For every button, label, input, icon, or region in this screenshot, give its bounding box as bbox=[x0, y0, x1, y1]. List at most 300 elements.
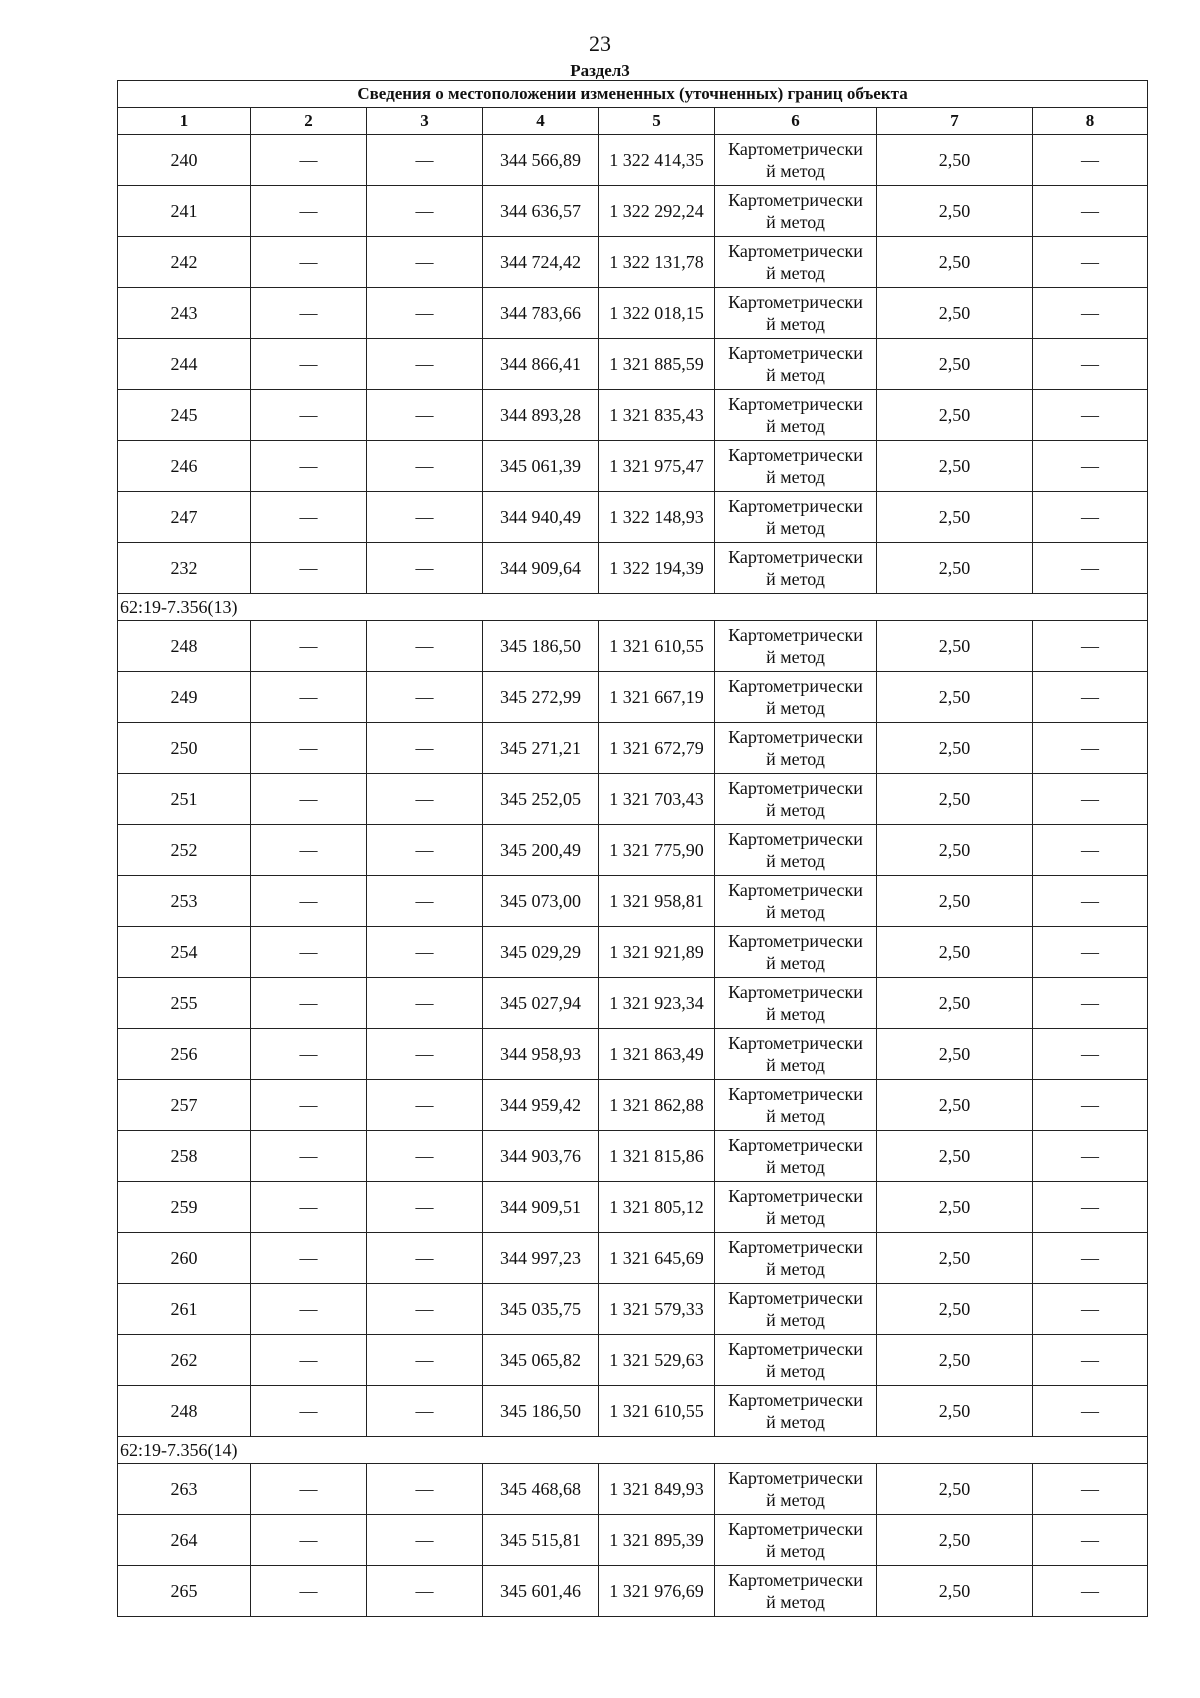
method-line-1: Картометрически bbox=[728, 445, 863, 465]
parcel-group-row bbox=[118, 1437, 1148, 1464]
parcel-group-label: 62:19-7.356(13) bbox=[118, 594, 1148, 621]
method-line-2: й метод bbox=[766, 416, 825, 436]
column-8-cell: — bbox=[1033, 1233, 1148, 1284]
y-coordinate-cell: 1 321 958,81 bbox=[599, 876, 715, 927]
method-line-1: Картометрически bbox=[728, 1519, 863, 1539]
method-cell bbox=[715, 621, 877, 672]
x-coordinate-cell: 345 200,49 bbox=[483, 825, 599, 876]
column-3-cell: — bbox=[367, 390, 483, 441]
method-line-2: й метод bbox=[766, 212, 825, 232]
method-line-1: Картометрически bbox=[728, 1468, 863, 1488]
accuracy-cell: 2,50 bbox=[877, 1284, 1033, 1335]
method-line-2: й метод bbox=[766, 1361, 825, 1381]
method-cell bbox=[715, 672, 877, 723]
point-number-cell: 248 bbox=[118, 1386, 251, 1437]
x-coordinate-cell: 345 029,29 bbox=[483, 927, 599, 978]
table-row bbox=[118, 1080, 1148, 1131]
column-8-cell: — bbox=[1033, 1284, 1148, 1335]
column-8-cell: — bbox=[1033, 543, 1148, 594]
column-3-cell: — bbox=[367, 876, 483, 927]
column-3-cell: — bbox=[367, 492, 483, 543]
point-number-cell: 252 bbox=[118, 825, 251, 876]
method-line-1: Картометрически bbox=[728, 829, 863, 849]
method-line-2: й метод bbox=[766, 1541, 825, 1561]
method-cell bbox=[715, 237, 877, 288]
column-2-cell: — bbox=[251, 135, 367, 186]
column-2-cell: — bbox=[251, 1233, 367, 1284]
y-coordinate-cell: 1 321 835,43 bbox=[599, 390, 715, 441]
accuracy-cell: 2,50 bbox=[877, 186, 1033, 237]
method-cell bbox=[715, 1182, 877, 1233]
accuracy-cell: 2,50 bbox=[877, 1029, 1033, 1080]
column-3-cell: — bbox=[367, 441, 483, 492]
method-line-1: Картометрически bbox=[728, 1237, 863, 1257]
x-coordinate-cell: 345 468,68 bbox=[483, 1464, 599, 1515]
column-8-cell: — bbox=[1033, 1080, 1148, 1131]
column-3-cell: — bbox=[367, 621, 483, 672]
point-number-cell: 243 bbox=[118, 288, 251, 339]
column-number: 6 bbox=[715, 108, 877, 135]
accuracy-cell: 2,50 bbox=[877, 1233, 1033, 1284]
method-line-1: Картометрически bbox=[728, 676, 863, 696]
method-line-1: Картометрически bbox=[728, 1339, 863, 1359]
accuracy-cell: 2,50 bbox=[877, 441, 1033, 492]
column-8-cell: — bbox=[1033, 876, 1148, 927]
x-coordinate-cell: 345 065,82 bbox=[483, 1335, 599, 1386]
method-line-1: Картометрически bbox=[728, 241, 863, 261]
column-8-cell: — bbox=[1033, 492, 1148, 543]
column-3-cell: — bbox=[367, 1029, 483, 1080]
column-2-cell: — bbox=[251, 672, 367, 723]
x-coordinate-cell: 344 724,42 bbox=[483, 237, 599, 288]
method-line-1: Картометрически bbox=[728, 1084, 863, 1104]
method-line-2: й метод bbox=[766, 851, 825, 871]
point-number-cell: 247 bbox=[118, 492, 251, 543]
table-row bbox=[118, 1233, 1148, 1284]
table-row bbox=[118, 288, 1148, 339]
point-number-cell: 256 bbox=[118, 1029, 251, 1080]
x-coordinate-cell: 345 186,50 bbox=[483, 621, 599, 672]
column-number: 7 bbox=[877, 108, 1033, 135]
column-2-cell: — bbox=[251, 723, 367, 774]
y-coordinate-cell: 1 321 921,89 bbox=[599, 927, 715, 978]
x-coordinate-cell: 344 783,66 bbox=[483, 288, 599, 339]
table-row bbox=[118, 774, 1148, 825]
table-row bbox=[118, 135, 1148, 186]
method-line-2: й метод bbox=[766, 161, 825, 181]
method-line-2: й метод bbox=[766, 518, 825, 538]
point-number-cell: 258 bbox=[118, 1131, 251, 1182]
method-line-2: й метод bbox=[766, 800, 825, 820]
y-coordinate-cell: 1 321 895,39 bbox=[599, 1515, 715, 1566]
column-number-row bbox=[118, 108, 1148, 135]
method-line-1: Картометрически bbox=[728, 778, 863, 798]
method-cell bbox=[715, 339, 877, 390]
table-row bbox=[118, 390, 1148, 441]
point-number-cell: 254 bbox=[118, 927, 251, 978]
table-row bbox=[118, 441, 1148, 492]
column-2-cell: — bbox=[251, 1131, 367, 1182]
table-row bbox=[118, 237, 1148, 288]
column-3-cell: — bbox=[367, 1284, 483, 1335]
column-2-cell: — bbox=[251, 441, 367, 492]
x-coordinate-cell: 345 186,50 bbox=[483, 1386, 599, 1437]
column-number: 8 bbox=[1033, 108, 1148, 135]
accuracy-cell: 2,50 bbox=[877, 543, 1033, 594]
column-number: 1 bbox=[118, 108, 251, 135]
table-row bbox=[118, 339, 1148, 390]
column-2-cell: — bbox=[251, 237, 367, 288]
column-3-cell: — bbox=[367, 543, 483, 594]
column-3-cell: — bbox=[367, 288, 483, 339]
y-coordinate-cell: 1 322 292,24 bbox=[599, 186, 715, 237]
method-cell bbox=[715, 1080, 877, 1131]
accuracy-cell: 2,50 bbox=[877, 1566, 1033, 1617]
x-coordinate-cell: 345 252,05 bbox=[483, 774, 599, 825]
method-line-1: Картометрически bbox=[728, 139, 863, 159]
method-line-2: й метод bbox=[766, 647, 825, 667]
point-number-cell: 263 bbox=[118, 1464, 251, 1515]
method-cell bbox=[715, 1386, 877, 1437]
method-cell bbox=[715, 1131, 877, 1182]
column-8-cell: — bbox=[1033, 1335, 1148, 1386]
column-8-cell: — bbox=[1033, 1131, 1148, 1182]
column-3-cell: — bbox=[367, 1566, 483, 1617]
accuracy-cell: 2,50 bbox=[877, 1515, 1033, 1566]
method-cell bbox=[715, 492, 877, 543]
column-2-cell: — bbox=[251, 1335, 367, 1386]
method-line-1: Картометрически bbox=[728, 1033, 863, 1053]
column-8-cell: — bbox=[1033, 1029, 1148, 1080]
column-8-cell: — bbox=[1033, 135, 1148, 186]
column-8-cell: — bbox=[1033, 237, 1148, 288]
column-8-cell: — bbox=[1033, 1182, 1148, 1233]
method-line-2: й метод bbox=[766, 569, 825, 589]
method-line-1: Картометрически bbox=[728, 931, 863, 951]
column-number: 5 bbox=[599, 108, 715, 135]
method-line-1: Картометрически bbox=[728, 190, 863, 210]
y-coordinate-cell: 1 322 131,78 bbox=[599, 237, 715, 288]
table-row bbox=[118, 492, 1148, 543]
accuracy-cell: 2,50 bbox=[877, 621, 1033, 672]
column-2-cell: — bbox=[251, 927, 367, 978]
table-row bbox=[118, 621, 1148, 672]
point-number-cell: 250 bbox=[118, 723, 251, 774]
y-coordinate-cell: 1 321 703,43 bbox=[599, 774, 715, 825]
point-number-cell: 241 bbox=[118, 186, 251, 237]
point-number-cell: 240 bbox=[118, 135, 251, 186]
accuracy-cell: 2,50 bbox=[877, 1182, 1033, 1233]
y-coordinate-cell: 1 321 885,59 bbox=[599, 339, 715, 390]
table-row bbox=[118, 1131, 1148, 1182]
table-row bbox=[118, 186, 1148, 237]
method-line-1: Картометрически bbox=[728, 394, 863, 414]
method-line-1: Картометрически bbox=[728, 292, 863, 312]
method-line-2: й метод bbox=[766, 314, 825, 334]
table-row bbox=[118, 723, 1148, 774]
column-8-cell: — bbox=[1033, 1464, 1148, 1515]
method-line-1: Картометрически bbox=[728, 1570, 863, 1590]
column-3-cell: — bbox=[367, 1464, 483, 1515]
method-cell bbox=[715, 1464, 877, 1515]
column-8-cell: — bbox=[1033, 774, 1148, 825]
y-coordinate-cell: 1 322 148,93 bbox=[599, 492, 715, 543]
y-coordinate-cell: 1 321 610,55 bbox=[599, 621, 715, 672]
method-cell bbox=[715, 927, 877, 978]
method-line-2: й метод bbox=[766, 953, 825, 973]
method-cell bbox=[715, 1029, 877, 1080]
table-row bbox=[118, 1182, 1148, 1233]
column-number: 4 bbox=[483, 108, 599, 135]
column-2-cell: — bbox=[251, 1182, 367, 1233]
point-number-cell: 246 bbox=[118, 441, 251, 492]
method-cell bbox=[715, 135, 877, 186]
accuracy-cell: 2,50 bbox=[877, 288, 1033, 339]
column-3-cell: — bbox=[367, 135, 483, 186]
column-3-cell: — bbox=[367, 1515, 483, 1566]
column-8-cell: — bbox=[1033, 390, 1148, 441]
table-row bbox=[118, 1566, 1148, 1617]
accuracy-cell: 2,50 bbox=[877, 339, 1033, 390]
column-2-cell: — bbox=[251, 1284, 367, 1335]
method-cell bbox=[715, 288, 877, 339]
point-number-cell: 232 bbox=[118, 543, 251, 594]
column-8-cell: — bbox=[1033, 441, 1148, 492]
method-line-2: й метод bbox=[766, 1490, 825, 1510]
x-coordinate-cell: 345 515,81 bbox=[483, 1515, 599, 1566]
y-coordinate-cell: 1 321 672,79 bbox=[599, 723, 715, 774]
method-line-1: Картометрически bbox=[728, 880, 863, 900]
x-coordinate-cell: 345 272,99 bbox=[483, 672, 599, 723]
table-row bbox=[118, 1464, 1148, 1515]
x-coordinate-cell: 344 958,93 bbox=[483, 1029, 599, 1080]
column-2-cell: — bbox=[251, 543, 367, 594]
point-number-cell: 264 bbox=[118, 1515, 251, 1566]
column-8-cell: — bbox=[1033, 672, 1148, 723]
x-coordinate-cell: 345 601,46 bbox=[483, 1566, 599, 1617]
column-3-cell: — bbox=[367, 186, 483, 237]
method-line-2: й метод bbox=[766, 902, 825, 922]
method-cell bbox=[715, 1233, 877, 1284]
method-cell bbox=[715, 876, 877, 927]
column-8-cell: — bbox=[1033, 927, 1148, 978]
accuracy-cell: 2,50 bbox=[877, 1080, 1033, 1131]
accuracy-cell: 2,50 bbox=[877, 825, 1033, 876]
table-row bbox=[118, 1335, 1148, 1386]
point-number-cell: 262 bbox=[118, 1335, 251, 1386]
column-2-cell: — bbox=[251, 1464, 367, 1515]
table-row bbox=[118, 825, 1148, 876]
table-title: Сведения о местоположении измененных (уточненных) границ объекта bbox=[118, 81, 1148, 108]
column-2-cell: — bbox=[251, 1080, 367, 1131]
y-coordinate-cell: 1 322 018,15 bbox=[599, 288, 715, 339]
table-row bbox=[118, 876, 1148, 927]
column-3-cell: — bbox=[367, 1080, 483, 1131]
column-8-cell: — bbox=[1033, 186, 1148, 237]
x-coordinate-cell: 344 566,89 bbox=[483, 135, 599, 186]
method-cell bbox=[715, 1566, 877, 1617]
table-row bbox=[118, 927, 1148, 978]
column-2-cell: — bbox=[251, 339, 367, 390]
accuracy-cell: 2,50 bbox=[877, 672, 1033, 723]
point-number-cell: 244 bbox=[118, 339, 251, 390]
accuracy-cell: 2,50 bbox=[877, 1131, 1033, 1182]
method-line-2: й метод bbox=[766, 1004, 825, 1024]
column-8-cell: — bbox=[1033, 825, 1148, 876]
method-line-1: Картометрически bbox=[728, 727, 863, 747]
method-line-2: й метод bbox=[766, 698, 825, 718]
method-line-2: й метод bbox=[766, 1310, 825, 1330]
accuracy-cell: 2,50 bbox=[877, 1335, 1033, 1386]
method-line-1: Картометрически bbox=[728, 496, 863, 516]
column-3-cell: — bbox=[367, 774, 483, 825]
x-coordinate-cell: 344 959,42 bbox=[483, 1080, 599, 1131]
method-line-2: й метод bbox=[766, 365, 825, 385]
parcel-group-row bbox=[118, 594, 1148, 621]
point-number-cell: 261 bbox=[118, 1284, 251, 1335]
table-row bbox=[118, 978, 1148, 1029]
page-number: 23 bbox=[589, 31, 611, 56]
column-2-cell: — bbox=[251, 288, 367, 339]
accuracy-cell: 2,50 bbox=[877, 390, 1033, 441]
column-8-cell: — bbox=[1033, 978, 1148, 1029]
y-coordinate-cell: 1 321 529,63 bbox=[599, 1335, 715, 1386]
method-cell bbox=[715, 723, 877, 774]
point-number-cell: 265 bbox=[118, 1566, 251, 1617]
column-2-cell: — bbox=[251, 1029, 367, 1080]
column-number: 2 bbox=[251, 108, 367, 135]
x-coordinate-cell: 344 909,51 bbox=[483, 1182, 599, 1233]
x-coordinate-cell: 344 909,64 bbox=[483, 543, 599, 594]
accuracy-cell: 2,50 bbox=[877, 1386, 1033, 1437]
method-cell bbox=[715, 543, 877, 594]
accuracy-cell: 2,50 bbox=[877, 978, 1033, 1029]
column-2-cell: — bbox=[251, 492, 367, 543]
y-coordinate-cell: 1 321 863,49 bbox=[599, 1029, 715, 1080]
method-cell bbox=[715, 825, 877, 876]
method-line-2: й метод bbox=[766, 1592, 825, 1612]
y-coordinate-cell: 1 321 610,55 bbox=[599, 1386, 715, 1437]
accuracy-cell: 2,50 bbox=[877, 876, 1033, 927]
method-line-1: Картометрически bbox=[728, 625, 863, 645]
method-cell bbox=[715, 390, 877, 441]
table-row bbox=[118, 1284, 1148, 1335]
column-8-cell: — bbox=[1033, 1566, 1148, 1617]
x-coordinate-cell: 345 073,00 bbox=[483, 876, 599, 927]
column-3-cell: — bbox=[367, 1131, 483, 1182]
y-coordinate-cell: 1 322 414,35 bbox=[599, 135, 715, 186]
method-cell bbox=[715, 1515, 877, 1566]
column-2-cell: — bbox=[251, 390, 367, 441]
column-2-cell: — bbox=[251, 1386, 367, 1437]
column-3-cell: — bbox=[367, 1335, 483, 1386]
column-number: 3 bbox=[367, 108, 483, 135]
method-line-1: Картометрически bbox=[728, 547, 863, 567]
method-line-1: Картометрически bbox=[728, 1288, 863, 1308]
method-line-2: й метод bbox=[766, 1412, 825, 1432]
accuracy-cell: 2,50 bbox=[877, 723, 1033, 774]
point-number-cell: 260 bbox=[118, 1233, 251, 1284]
column-3-cell: — bbox=[367, 1233, 483, 1284]
column-2-cell: — bbox=[251, 825, 367, 876]
table-title-row bbox=[118, 81, 1148, 108]
accuracy-cell: 2,50 bbox=[877, 135, 1033, 186]
column-8-cell: — bbox=[1033, 288, 1148, 339]
column-8-cell: — bbox=[1033, 1515, 1148, 1566]
x-coordinate-cell: 344 940,49 bbox=[483, 492, 599, 543]
x-coordinate-cell: 345 027,94 bbox=[483, 978, 599, 1029]
method-line-1: Картометрически bbox=[728, 1186, 863, 1206]
method-line-2: й метод bbox=[766, 263, 825, 283]
method-line-1: Картометрически bbox=[728, 343, 863, 363]
accuracy-cell: 2,50 bbox=[877, 774, 1033, 825]
y-coordinate-cell: 1 321 667,19 bbox=[599, 672, 715, 723]
column-2-cell: — bbox=[251, 186, 367, 237]
point-number-cell: 253 bbox=[118, 876, 251, 927]
column-2-cell: — bbox=[251, 774, 367, 825]
x-coordinate-cell: 345 035,75 bbox=[483, 1284, 599, 1335]
method-line-2: й метод bbox=[766, 1106, 825, 1126]
method-line-1: Картометрически bbox=[728, 1135, 863, 1155]
section-label: Раздел3 bbox=[570, 61, 630, 80]
method-line-2: й метод bbox=[766, 749, 825, 769]
y-coordinate-cell: 1 321 976,69 bbox=[599, 1566, 715, 1617]
parcel-group-label: 62:19-7.356(14) bbox=[118, 1437, 1148, 1464]
point-number-cell: 248 bbox=[118, 621, 251, 672]
x-coordinate-cell: 345 061,39 bbox=[483, 441, 599, 492]
column-3-cell: — bbox=[367, 237, 483, 288]
method-cell bbox=[715, 441, 877, 492]
point-number-cell: 251 bbox=[118, 774, 251, 825]
point-number-cell: 245 bbox=[118, 390, 251, 441]
column-3-cell: — bbox=[367, 825, 483, 876]
method-line-2: й метод bbox=[766, 467, 825, 487]
point-number-cell: 249 bbox=[118, 672, 251, 723]
column-8-cell: — bbox=[1033, 621, 1148, 672]
method-cell bbox=[715, 186, 877, 237]
x-coordinate-cell: 344 997,23 bbox=[483, 1233, 599, 1284]
y-coordinate-cell: 1 321 815,86 bbox=[599, 1131, 715, 1182]
column-3-cell: — bbox=[367, 339, 483, 390]
method-cell bbox=[715, 774, 877, 825]
accuracy-cell: 2,50 bbox=[877, 492, 1033, 543]
y-coordinate-cell: 1 322 194,39 bbox=[599, 543, 715, 594]
x-coordinate-cell: 344 636,57 bbox=[483, 186, 599, 237]
method-cell bbox=[715, 978, 877, 1029]
column-8-cell: — bbox=[1033, 723, 1148, 774]
column-8-cell: — bbox=[1033, 1386, 1148, 1437]
method-line-2: й метод bbox=[766, 1259, 825, 1279]
y-coordinate-cell: 1 321 579,33 bbox=[599, 1284, 715, 1335]
column-3-cell: — bbox=[367, 1386, 483, 1437]
x-coordinate-cell: 344 903,76 bbox=[483, 1131, 599, 1182]
column-3-cell: — bbox=[367, 1182, 483, 1233]
column-3-cell: — bbox=[367, 723, 483, 774]
accuracy-cell: 2,50 bbox=[877, 927, 1033, 978]
y-coordinate-cell: 1 321 775,90 bbox=[599, 825, 715, 876]
table-body bbox=[118, 81, 1148, 1617]
x-coordinate-cell: 344 893,28 bbox=[483, 390, 599, 441]
method-cell bbox=[715, 1284, 877, 1335]
table-row bbox=[118, 672, 1148, 723]
table-row bbox=[118, 543, 1148, 594]
method-cell bbox=[715, 1335, 877, 1386]
y-coordinate-cell: 1 321 645,69 bbox=[599, 1233, 715, 1284]
method-line-2: й метод bbox=[766, 1208, 825, 1228]
x-coordinate-cell: 344 866,41 bbox=[483, 339, 599, 390]
point-number-cell: 242 bbox=[118, 237, 251, 288]
table-row bbox=[118, 1515, 1148, 1566]
